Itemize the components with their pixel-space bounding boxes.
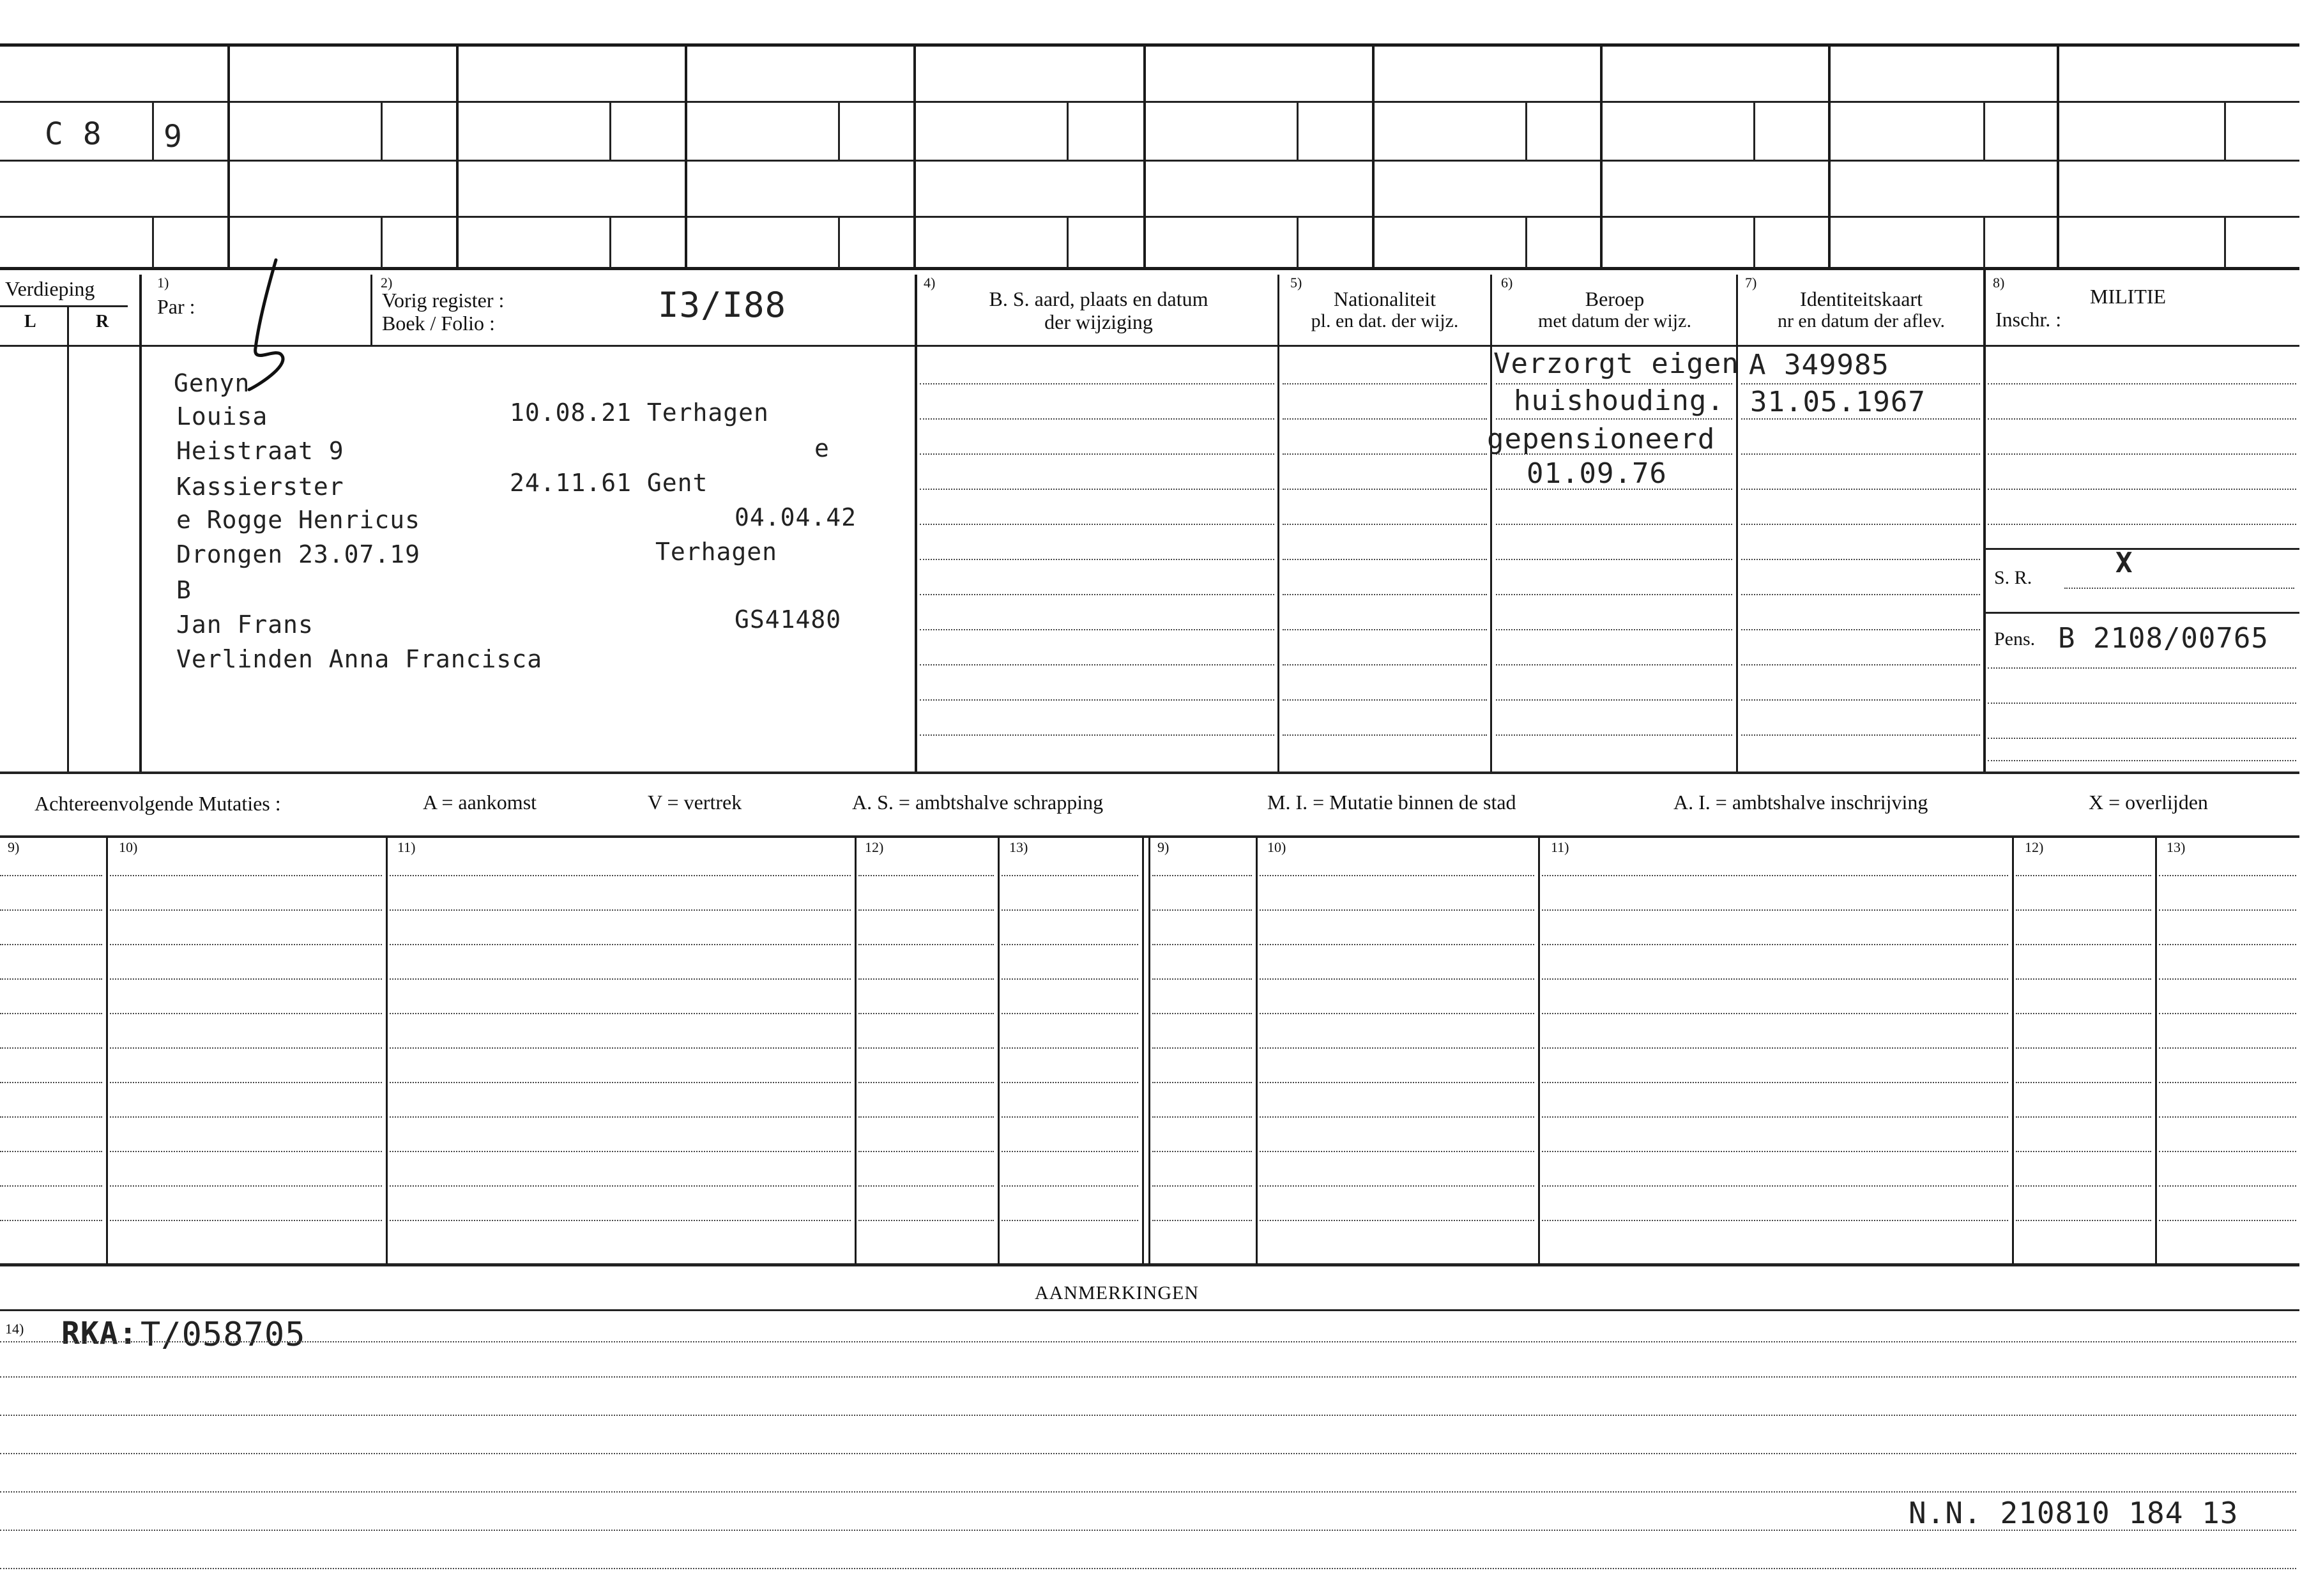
dotted-guide-line <box>110 1151 382 1152</box>
legend-title: Achtereenvolgende Mutaties : <box>34 792 281 815</box>
dotted-guide-line <box>920 453 1274 455</box>
grid-subcol <box>1297 102 1299 160</box>
col7-label-1: Identiteitskaart <box>1800 287 1923 310</box>
person-surname: Genyn <box>174 369 250 397</box>
col4-number: 4) <box>924 275 936 291</box>
dotted-guide-line <box>1260 1013 1534 1014</box>
beroep-line-4: 01.09.76 <box>1527 457 1667 490</box>
dotted-guide-line <box>2159 1220 2296 1221</box>
pens-box-top <box>1985 612 2299 614</box>
dotted-guide-line <box>1542 1082 2008 1083</box>
dotted-guide-line <box>2159 875 2296 876</box>
grid-subcol <box>1525 217 1527 268</box>
dotted-guide-line <box>1542 1047 2008 1049</box>
dotted-guide-line <box>2159 1082 2296 1083</box>
dotted-guide-line <box>1741 489 1980 490</box>
legend-a: A = aankomst <box>423 791 537 814</box>
sr-box-top <box>1985 548 2299 550</box>
dotted-guide-line <box>1152 1116 1252 1118</box>
dotted-guide-line <box>1542 875 2008 876</box>
dotted-guide-line <box>920 418 1274 420</box>
dotted-guide-line <box>1002 978 1138 980</box>
sr-label: S. R. <box>1994 567 2032 588</box>
grid-col-line <box>1828 45 1831 268</box>
dotted-guide-line <box>1741 594 1980 595</box>
dotted-guide-line <box>2016 1047 2151 1049</box>
dotted-guide-line <box>1283 699 1487 701</box>
grid-col-line <box>1372 45 1375 268</box>
dotted-guide-line <box>1260 1151 1534 1152</box>
dotted-guide-line <box>1002 1116 1138 1118</box>
marriage-place: Terhagen <box>655 538 778 566</box>
dotted-guide-line <box>0 1185 102 1187</box>
person-code: GS41480 <box>735 605 842 634</box>
col5-label-1: Nationaliteit <box>1334 287 1436 310</box>
col-divider-reg <box>370 275 372 345</box>
dotted-guide-line <box>1542 909 2008 911</box>
dotted-guide-line <box>1496 629 1732 630</box>
mut-col-line <box>998 837 1000 1265</box>
dotted-guide-line <box>1002 1013 1138 1014</box>
dotted-guide-line <box>2159 1013 2296 1014</box>
militie-title: MILITIE <box>2090 285 2167 308</box>
dotted-guide-line <box>1283 524 1487 525</box>
dotted-guide-line <box>1152 1082 1252 1083</box>
dotted-guide-line <box>858 1116 994 1118</box>
dotted-guide-line <box>0 1568 2296 1569</box>
card-code: C 8 <box>45 116 102 152</box>
inschr-label: Inschr. : <box>1995 308 2062 331</box>
dotted-guide-line <box>390 1116 851 1118</box>
dotted-guide-line <box>110 1082 382 1083</box>
national-number: N.N. 210810 184 13 <box>1909 1496 2239 1530</box>
beroep-line-1: Verzorgt eigen <box>1493 347 1739 380</box>
col6-label-2: met datum der wijz. <box>1538 310 1691 331</box>
dotted-guide-line <box>110 1185 382 1187</box>
grid-subcol <box>609 217 611 268</box>
dotted-guide-line <box>1542 1220 2008 1221</box>
sr-value: X <box>2115 547 2133 579</box>
dotted-guide-line <box>0 909 102 911</box>
dotted-guide-line <box>858 1082 994 1083</box>
dotted-guide-line <box>1152 1185 1252 1187</box>
dotted-guide-line <box>858 1151 994 1152</box>
person-firstname: Louisa <box>176 402 268 430</box>
col6-number: 6) <box>1501 275 1513 291</box>
dotted-guide-line <box>1988 453 2296 455</box>
dotted-guide-line <box>1496 524 1732 525</box>
dotted-guide-line <box>1741 664 1980 665</box>
dotted-guide-line <box>1260 1116 1534 1118</box>
grid-row-line <box>0 160 2299 162</box>
dotted-guide-line <box>2016 1220 2151 1221</box>
mut-col-line <box>1538 837 1540 1265</box>
dotted-guide-line <box>858 1185 994 1187</box>
dotted-guide-line <box>2159 978 2296 980</box>
dotted-guide-line <box>1542 1013 2008 1014</box>
vorig-register-value: I3/I88 <box>658 285 787 325</box>
grid-col-line <box>227 45 230 268</box>
pens-label: Pens. <box>1994 628 2036 650</box>
dotted-guide-line <box>1152 1013 1252 1014</box>
dotted-guide-line <box>1283 629 1487 630</box>
dotted-guide-line <box>0 1151 102 1152</box>
mut-col-line <box>106 837 108 1265</box>
col-divider-lr <box>67 307 69 773</box>
dotted-guide-line <box>920 383 1274 384</box>
mut-col-line <box>2155 837 2157 1265</box>
col-divider-nat <box>1277 275 1279 773</box>
grid-subcol <box>838 217 840 268</box>
dotted-guide-line <box>1988 703 2296 704</box>
dotted-guide-line <box>1741 699 1980 701</box>
dotted-guide-line <box>2016 909 2151 911</box>
dotted-guide-line <box>0 1013 102 1014</box>
dotted-guide-line <box>0 1082 102 1083</box>
dotted-guide-line <box>2016 1082 2151 1083</box>
dotted-guide-line <box>1002 1082 1138 1083</box>
mut-col-num: 13) <box>2167 839 2186 855</box>
mut-col-line-double <box>1148 837 1150 1265</box>
dotted-guide-line <box>1741 629 1980 630</box>
beroep-line-2: huishouding. <box>1514 384 1725 417</box>
dotted-guide-line <box>1741 453 1980 455</box>
dotted-guide-line <box>390 944 851 945</box>
dotted-guide-line <box>920 489 1274 490</box>
mut-col-line <box>2012 837 2014 1265</box>
person-job-date: 24.11.61 Gent <box>510 469 708 497</box>
person-birth: 10.08.21 Terhagen <box>510 399 769 427</box>
grid-subcol <box>1753 102 1755 160</box>
grid-subcol <box>2224 102 2226 160</box>
dotted-guide-line <box>2016 1013 2151 1014</box>
dotted-guide-line <box>1260 944 1534 945</box>
dotted-guide-line <box>2016 1116 2151 1118</box>
top-border <box>0 43 2299 47</box>
dotted-guide-line <box>110 1047 382 1049</box>
grid-subcol <box>152 217 154 268</box>
dotted-guide-line <box>1260 978 1534 980</box>
dotted-guide-line <box>1002 1151 1138 1152</box>
dotted-guide-line <box>0 1116 102 1118</box>
dotted-guide-line <box>0 1376 2296 1378</box>
dotted-guide-line <box>920 559 1274 560</box>
dotted-guide-line <box>110 1220 382 1221</box>
dotted-guide-line <box>2159 1047 2296 1049</box>
col-divider-ber <box>1490 275 1492 773</box>
l-label: L <box>24 312 36 331</box>
dotted-guide-line <box>1988 667 2296 669</box>
mut-col-num: 12) <box>865 839 884 855</box>
dotted-guide-line <box>390 1220 851 1221</box>
grid-row-line <box>0 101 2299 103</box>
legend-v: V = vertrek <box>648 791 742 814</box>
dotted-guide-line <box>1152 875 1252 876</box>
grid-subcol <box>1983 102 1985 160</box>
dotted-guide-line <box>110 875 382 876</box>
remarks-title: AANMERKINGEN <box>1035 1282 1199 1303</box>
mut-col-line <box>386 837 388 1265</box>
dotted-guide-line <box>1152 944 1252 945</box>
mut-col-num: 13) <box>1009 839 1028 855</box>
col-divider-bs <box>915 275 917 773</box>
dotted-guide-line <box>1496 594 1732 595</box>
dotted-guide-line <box>920 734 1274 736</box>
e-mark: e <box>814 434 830 462</box>
person-street: Heistraat 9 <box>176 437 344 465</box>
dotted-guide-line <box>1002 875 1138 876</box>
rka-label: RKA: <box>61 1316 138 1351</box>
legend-mi: M. I. = Mutatie binnen de stad <box>1267 791 1516 814</box>
col2-label-2: Boek / Folio : <box>382 312 495 335</box>
dotted-guide-line <box>1283 594 1487 595</box>
sr-dots <box>2064 588 2294 589</box>
grid-subcol <box>1753 217 1755 268</box>
b-mark: B <box>176 576 192 604</box>
dotted-guide-line <box>1260 1082 1534 1083</box>
dotted-guide-line <box>2159 944 2296 945</box>
dotted-guide-line <box>1002 1220 1138 1221</box>
person-job: Kassierster <box>176 473 344 501</box>
grid-col-line <box>2057 45 2059 268</box>
grid-col-line <box>913 45 916 268</box>
dotted-guide-line <box>390 875 851 876</box>
col8-number: 8) <box>1993 275 2005 291</box>
col4-label-1: B. S. aard, plaats en datum <box>989 287 1208 310</box>
dotted-guide-line <box>1152 1220 1252 1221</box>
dotted-guide-line <box>1988 418 2296 420</box>
dotted-guide-line <box>1496 559 1732 560</box>
col5-label-2: pl. en dat. der wijz. <box>1311 310 1459 331</box>
grid-subcol <box>381 102 383 160</box>
remarks-number: 14) <box>5 1321 24 1337</box>
dotted-guide-line <box>1988 738 2296 739</box>
dotted-guide-line <box>1988 524 2296 525</box>
dotted-guide-line <box>858 909 994 911</box>
mut-col-num: 10) <box>119 839 138 855</box>
dotted-guide-line <box>110 944 382 945</box>
dotted-guide-line <box>2159 1185 2296 1187</box>
father-name: Jan Frans <box>176 611 314 639</box>
dotted-guide-line <box>1988 383 2296 384</box>
dotted-guide-line <box>1283 489 1487 490</box>
dotted-guide-line <box>920 699 1274 701</box>
dotted-guide-line <box>858 978 994 980</box>
r-label: R <box>96 312 109 331</box>
dotted-guide-line <box>110 1116 382 1118</box>
mut-col-num: 9) <box>1157 839 1170 855</box>
dotted-guide-line <box>1002 1185 1138 1187</box>
dotted-guide-line <box>2016 1151 2151 1152</box>
grid-subcol <box>152 102 154 160</box>
dotted-guide-line <box>1260 1047 1534 1049</box>
header-bottom-line <box>0 345 2299 347</box>
marriage-date: 04.04.42 <box>735 503 857 531</box>
mut-col-num: 9) <box>8 839 20 855</box>
grid-subcol <box>1983 217 1985 268</box>
dotted-guide-line <box>2016 978 2151 980</box>
col2-number: 2) <box>381 275 393 291</box>
verdieping-label: Verdieping <box>5 277 95 300</box>
dotted-guide-line <box>920 664 1274 665</box>
dotted-guide-line <box>858 1047 994 1049</box>
dotted-guide-line <box>2016 875 2151 876</box>
dotted-guide-line <box>1988 760 2296 761</box>
dotted-guide-line <box>1152 909 1252 911</box>
dotted-guide-line <box>858 1220 994 1221</box>
dotted-guide-line <box>390 1151 851 1152</box>
dotted-guide-line <box>1152 1047 1252 1049</box>
dotted-guide-line <box>0 1415 2296 1416</box>
dotted-guide-line <box>1741 524 1980 525</box>
dotted-guide-line <box>0 875 102 876</box>
legend-as: A. S. = ambtshalve schrapping <box>852 791 1104 814</box>
dotted-guide-line <box>1283 664 1487 665</box>
dotted-guide-line <box>0 1047 102 1049</box>
dotted-guide-line <box>1542 1116 2008 1118</box>
dotted-guide-line <box>858 875 994 876</box>
dotted-guide-line <box>390 909 851 911</box>
dotted-guide-line <box>1283 453 1487 455</box>
mut-col-line <box>855 837 857 1265</box>
beroep-line-3: gepensioneerd <box>1487 423 1716 455</box>
dotted-guide-line <box>1152 1151 1252 1152</box>
dotted-guide-line <box>1152 978 1252 980</box>
dotted-guide-line <box>1260 875 1534 876</box>
pens-value: B 2108/00765 <box>2058 622 2269 655</box>
header-top-line <box>0 267 2299 270</box>
grid-subcol <box>609 102 611 160</box>
grid-col-line <box>685 45 687 268</box>
dotted-guide-line <box>390 978 851 980</box>
spouse-name: e Rogge Henricus <box>176 506 421 534</box>
dotted-guide-line <box>0 1341 2296 1342</box>
dotted-guide-line <box>1542 978 2008 980</box>
dotted-guide-line <box>858 1013 994 1014</box>
dotted-guide-line <box>0 1453 2296 1454</box>
dotted-guide-line <box>1542 944 2008 945</box>
grid-col-line <box>1143 45 1146 268</box>
dotted-guide-line <box>2159 1151 2296 1152</box>
col7-number: 7) <box>1745 275 1757 291</box>
dotted-guide-line <box>110 978 382 980</box>
mut-col-line <box>1256 837 1258 1265</box>
dotted-guide-line <box>390 1013 851 1014</box>
legend-ai: A. I. = ambtshalve inschrijving <box>1673 791 1928 814</box>
dotted-guide-line <box>1496 664 1732 665</box>
dotted-guide-line <box>1741 559 1980 560</box>
dotted-guide-line <box>920 594 1274 595</box>
dotted-guide-line <box>1741 418 1980 420</box>
col4-label-2: der wijziging <box>1044 310 1153 333</box>
dotted-guide-line <box>1002 909 1138 911</box>
dotted-guide-line <box>1260 1220 1534 1221</box>
grid-subcol <box>2224 217 2226 268</box>
dotted-guide-line <box>1283 559 1487 560</box>
dotted-guide-line <box>1283 383 1487 384</box>
rka-value: T/058705 <box>141 1316 306 1354</box>
identity-number: A 349985 <box>1749 349 1889 381</box>
dotted-guide-line <box>0 978 102 980</box>
dotted-guide-line <box>920 629 1274 630</box>
grid-subcol <box>838 102 840 160</box>
grid-subcol <box>381 217 383 268</box>
dotted-guide-line <box>1741 383 1980 384</box>
dotted-guide-line <box>2016 944 2151 945</box>
dotted-guide-line <box>858 944 994 945</box>
grid-subcol <box>1067 217 1069 268</box>
dotted-guide-line <box>1542 1151 2008 1152</box>
mother-name: Verlinden Anna Francisca <box>176 645 543 673</box>
dotted-guide-line <box>390 1185 851 1187</box>
dotted-guide-line <box>110 909 382 911</box>
dotted-guide-line <box>1283 418 1487 420</box>
mut-col-num: 11) <box>1551 839 1569 855</box>
col1-number: 1) <box>157 275 169 291</box>
legend-x: X = overlijden <box>2089 791 2208 814</box>
dotted-guide-line <box>1496 734 1732 736</box>
grid-subcol <box>1067 102 1069 160</box>
dotted-guide-line <box>390 1047 851 1049</box>
body-bottom-line <box>0 771 2299 774</box>
dotted-guide-line <box>390 1082 851 1083</box>
card-code-digit: 9 <box>164 119 183 155</box>
dotted-guide-line <box>2159 909 2296 911</box>
lr-line <box>0 305 128 307</box>
dotted-guide-line <box>0 944 102 945</box>
mut-col-num: 11) <box>397 839 416 855</box>
dotted-guide-line <box>1002 944 1138 945</box>
dotted-guide-line <box>0 1491 2296 1493</box>
dotted-guide-line <box>1741 734 1980 736</box>
grid-subcol <box>1525 102 1527 160</box>
dotted-guide-line <box>1002 1047 1138 1049</box>
grid-col-line <box>1600 45 1603 268</box>
col7-label-2: nr en datum der aflev. <box>1777 310 1946 331</box>
dotted-guide-line <box>110 1013 382 1014</box>
dotted-guide-line <box>1988 489 2296 490</box>
spouse-birth: Drongen 23.07.19 <box>176 540 421 568</box>
grid-col-line <box>456 45 459 268</box>
col5-number: 5) <box>1290 275 1302 291</box>
mut-col-num: 10) <box>1267 839 1286 855</box>
dotted-guide-line <box>920 524 1274 525</box>
dotted-guide-line <box>0 1220 102 1221</box>
col-divider-verd <box>139 275 142 773</box>
dotted-guide-line <box>1260 1185 1534 1187</box>
dotted-guide-line <box>1496 699 1732 701</box>
dotted-guide-line <box>2016 1185 2151 1187</box>
grid-row-line <box>0 216 2299 218</box>
grid-subcol <box>1297 217 1299 268</box>
dotted-guide-line <box>1496 418 1732 420</box>
dotted-guide-line <box>1542 1185 2008 1187</box>
dotted-guide-line <box>1260 909 1534 911</box>
mut-col-num: 12) <box>2025 839 2044 855</box>
dotted-guide-line <box>1283 734 1487 736</box>
mut-col-line-double <box>1142 837 1144 1265</box>
dotted-guide-line <box>2159 1116 2296 1118</box>
col2-label-1: Vorig register : <box>382 289 505 312</box>
remarks-header-line <box>0 1309 2299 1311</box>
col1-par-label: Par : <box>157 295 195 318</box>
identity-date: 31.05.1967 <box>1750 386 1926 418</box>
col6-label-1: Beroep <box>1585 287 1645 310</box>
col-divider-mil <box>1983 268 1986 773</box>
